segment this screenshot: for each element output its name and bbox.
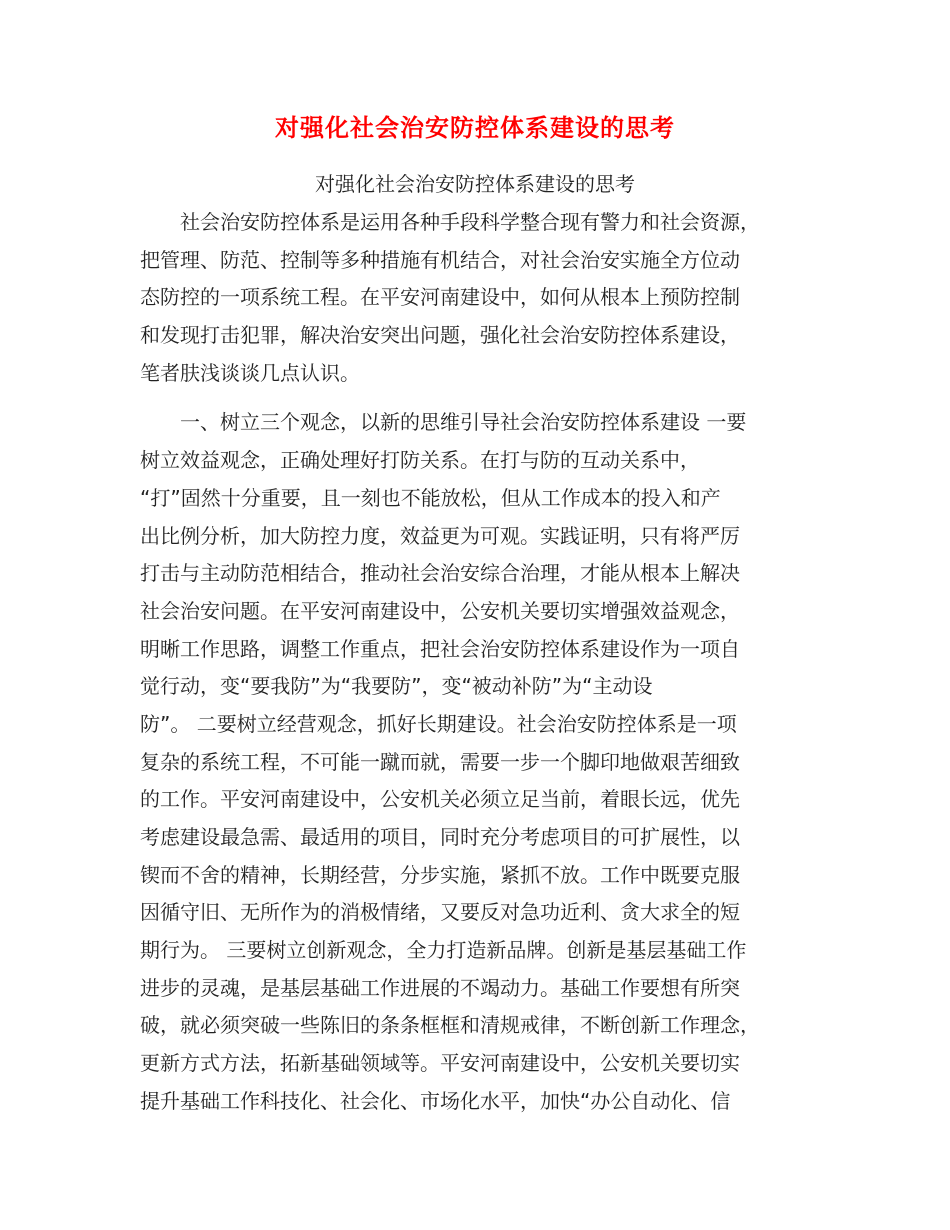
text-line: 破，就必须突破一些陈旧的条条框框和清规戒律，不断创新工作理念， (140, 1013, 760, 1038)
paragraph-three-concepts (140, 404, 815, 1120)
text-line: 把管理、防范、控制等多种措施有机结合，对社会治安实施全方位动 (140, 247, 740, 272)
text-line: 社会治安问题。在平安河南建设中，公安机关要切实增强效益观念， (140, 598, 740, 623)
text-line: 进步的灵魂，是基层基础工作进展的不竭动力。基础工作要想有所突 (140, 975, 740, 1000)
text-line: 和发现打击犯罪，解决治安突出问题，强化社会治安防控体系建设， (140, 323, 740, 348)
text-line: “打”固然十分重要，且一刻也不能放松，但从工作成本的投入和产 (140, 485, 721, 510)
text-line: 树立效益观念，正确处理好打防关系。在打与防的互动关系中， (140, 448, 700, 473)
text-line: 出比例分析，加大防控力度，效益更为可观。实践证明，只有将严厉 (140, 523, 740, 548)
text-line: 觉行动，变“要我防”为“我要防”，变“被动补防”为“主动设 (140, 674, 653, 699)
document-title: 对强化社会治安防控体系建设的思考 (275, 113, 675, 142)
text-line: 社会治安防控体系是运用各种手段科学整合现有警力和社会资源， (180, 210, 760, 234)
text-line: 更新方式方法，拓新基础领域等。平安河南建设中，公安机关要切实 (140, 1051, 740, 1076)
paragraph-intro (140, 204, 815, 392)
text-line: 因循守旧、无所作为的消极情绪，又要反对急功近利、贪大求全的短 (140, 900, 740, 925)
text-line: 复杂的系统工程，不可能一蹴而就，需要一步一个脚印地做艰苦细致 (140, 749, 740, 774)
paragraph-gap (140, 392, 815, 404)
text-line: 提升基础工作科技化、社会化、市场化水平，加快“办公自动化、信 (140, 1088, 731, 1113)
text-line: 期行为。 三要树立创新观念，全力打造新品牌。创新是基层基础工作 (140, 938, 747, 963)
text-line: 笔者肤浅谈谈几点认识。 (140, 360, 360, 385)
text-line: 的工作。平安河南建设中，公安机关必须立足当前，着眼长远，优先 (140, 787, 740, 812)
document-body (140, 204, 815, 1121)
text-line: 明晰工作思路，调整工作重点，把社会治安防控体系建设作为一项自 (140, 636, 740, 661)
text-line: 防”。 二要树立经营观念，抓好长期建设。社会治安防控体系是一项 (140, 711, 737, 736)
document-subtitle: 对强化社会治安防控体系建设的思考 (315, 172, 635, 196)
text-line: 打击与主动防范相结合，推动社会治安综合治理，才能从根本上解决 (140, 561, 740, 586)
text-line: 考虑建设最急需、最适用的项目，同时充分考虑项目的可扩展性，以 (140, 825, 740, 849)
text-line: 一、树立三个观念，以新的思维引导社会治安防控体系建设 一要 (180, 410, 747, 435)
text-line: 锲而不舍的精神，长期经营，分步实施，紧抓不放。工作中既要克服 (140, 862, 740, 887)
text-line: 态防控的一项系统工程。在平安河南建设中，如何从根本上预防控制 (140, 285, 740, 310)
